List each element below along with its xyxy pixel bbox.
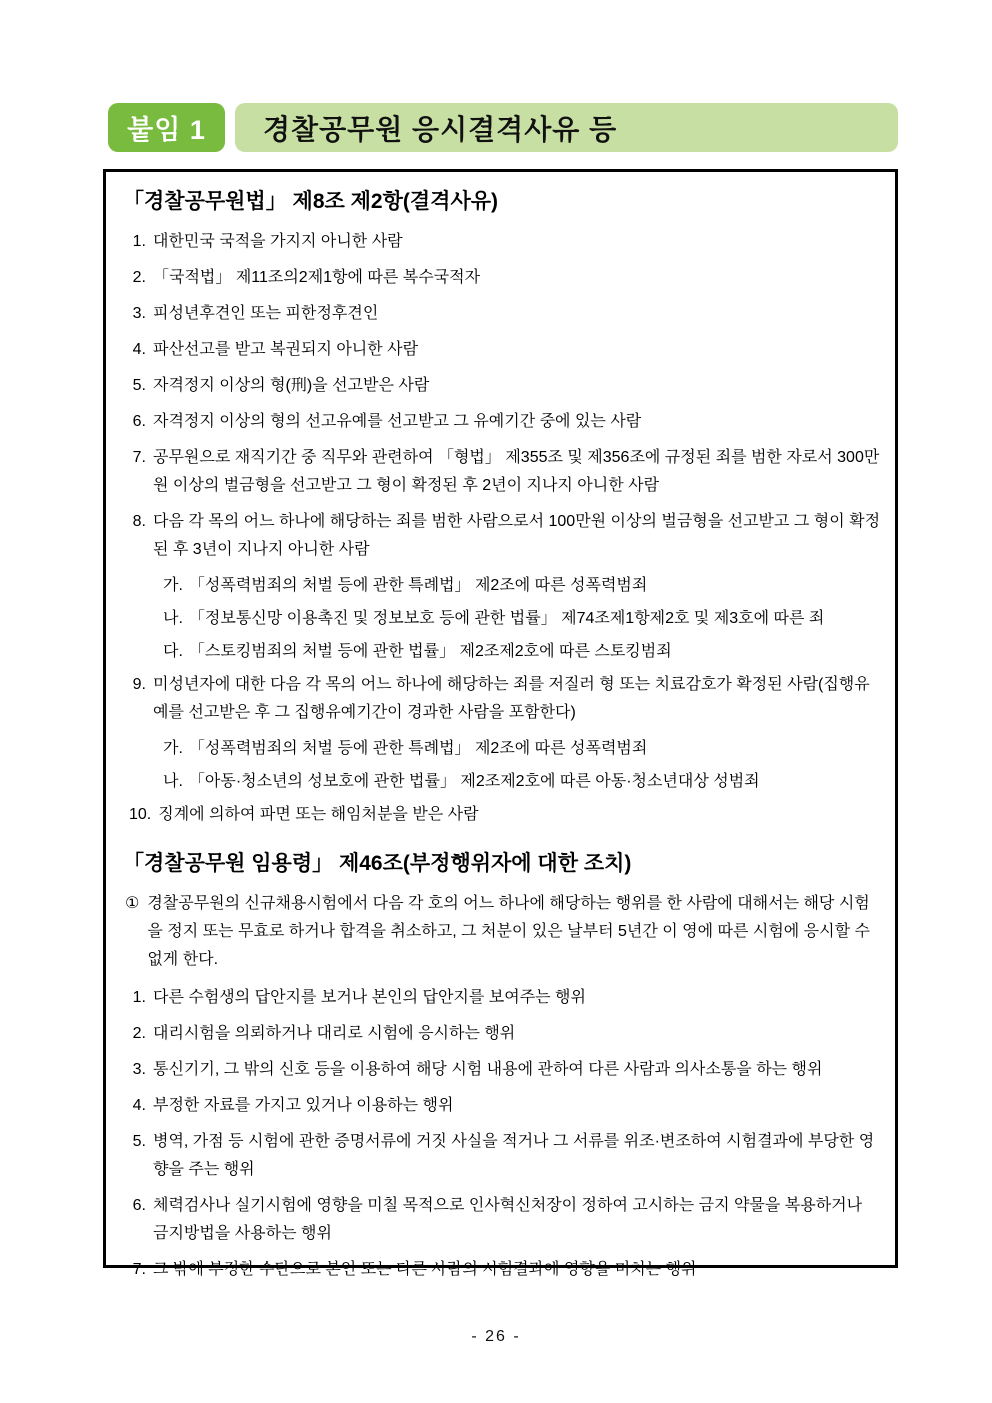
list-item <box>129 1192 881 1248</box>
list-item <box>129 508 881 564</box>
item-text: 부정한 자료를 가지고 있거나 이용하는 행위 <box>153 1097 454 1114</box>
item-number: 10. <box>129 806 152 823</box>
subitem-text: 「정보통신망 이용촉진 및 정보보호 등에 관한 법률」 제74조제1항제2호 및 제3호에 따른 죄 <box>188 610 825 627</box>
sub-list-item <box>163 638 881 665</box>
subitem-number: 나. <box>163 610 183 627</box>
item-number: 3. <box>132 1061 146 1078</box>
content-box <box>103 169 898 1278</box>
subitem-number: 가. <box>163 577 183 594</box>
subitem-text: 「성폭력범죄의 처벌 등에 관한 특례법」 제2조에 따른 성폭력범죄 <box>188 577 648 594</box>
list-item <box>129 336 881 364</box>
sub-list-item <box>163 572 881 599</box>
page-number: - 26 - <box>471 1328 521 1345</box>
item-number: 5. <box>132 377 146 394</box>
item-text: 다음 각 목의 어느 하나에 해당하는 죄를 범한 사람으로서 100만원 이상의 벌금형을 선고받고 그 형이 확정된 후 3년이 지나지 아니한 사람 <box>153 513 881 558</box>
item-text: 다른 수험생의 답안지를 보거나 본인의 답안지를 보여주는 행위 <box>153 989 586 1006</box>
subitem-number: 가. <box>163 740 183 757</box>
item-text: 대한민국 국적을 가지지 아니한 사람 <box>153 233 403 250</box>
list-item <box>129 1128 881 1184</box>
subitem-text: 「아동·청소년의 성보호에 관한 법률」 제2조제2호에 따른 아동·청소년대상 성범죄 <box>188 773 760 790</box>
list-item <box>129 408 881 436</box>
list-item <box>129 984 881 1012</box>
item-text: 자격정지 이상의 형(刑)을 선고받은 사람 <box>153 377 430 394</box>
item-number: 8. <box>132 513 146 530</box>
subitem-text: 「성폭력범죄의 처벌 등에 관한 특례법」 제2조에 따른 성폭력범죄 <box>188 740 648 757</box>
list-item <box>129 1020 881 1048</box>
sub-list-item <box>163 605 881 632</box>
item-number: 6. <box>132 413 146 430</box>
item-text: 병역, 가점 등 시험에 관한 증명서류에 거짓 사실을 적거나 그 서류를 위조·변조하여 시험결과에 부당한 영향을 주는 행위 <box>153 1133 875 1178</box>
item-number: 4. <box>132 1097 146 1114</box>
section2-heading: 「경찰공무원 임용령」 제46조(부정행위자에 대한 조치) <box>123 852 632 875</box>
item-text: 피성년후견인 또는 피한정후견인 <box>153 305 379 322</box>
list-item <box>129 372 881 400</box>
item-number: 7. <box>132 1261 146 1278</box>
item-number: 2. <box>132 269 146 286</box>
intro-text: 경찰공무원의 신규채용시험에서 다음 각 호의 어느 하나에 해당하는 행위를 한 사람에 대해서는 해당 시험을 정지 또는 무효로 하거나 합격을 취소하고, 그 처분이 있은 날부터 5년간 이 영에 따른 시험에 응시할 수 없게 한다. <box>147 895 870 968</box>
item-text: 공무원으로 재직기간 중 직무와 관련하여 「형법」 제355조 및 제356조에 규정된 죄를 범한 자로서 300만원 이상의 벌금형을 선고받고 그 형이 확정된 후 2년이 지나지 아니한 사람 <box>153 449 880 494</box>
item-number: 1. <box>132 233 146 250</box>
intro-number: ① <box>125 895 140 912</box>
item-text: 자격정지 이상의 형의 선고유예를 선고받고 그 유예기간 중에 있는 사람 <box>153 413 642 430</box>
sub-list-item <box>163 735 881 762</box>
attachment-badge: 붙임 1 <box>108 103 225 152</box>
list-item <box>129 300 881 328</box>
item-text: 미성년자에 대한 다음 각 목의 어느 하나에 해당하는 죄를 저질러 형 또는 치료감호가 확정된 사람(집행유예를 선고받은 후 그 집행유예기간이 경과한 사람을 포함한다) <box>153 676 870 721</box>
subitem-text: 「스토킹범죄의 처벌 등에 관한 법률」 제2조제2호에 따른 스토킹범죄 <box>188 643 672 660</box>
item-number: 4. <box>132 341 146 358</box>
item-text: 파산선고를 받고 복권되지 아니한 사람 <box>153 341 419 358</box>
list-item <box>129 801 881 829</box>
sub-list-item <box>163 768 881 795</box>
item-number: 3. <box>132 305 146 322</box>
list-item <box>129 671 881 727</box>
item-text: 징계에 의하여 파면 또는 해임처분을 받은 사람 <box>158 806 479 823</box>
section2-intro <box>125 890 881 974</box>
item-number: 5. <box>132 1133 146 1150</box>
item-number: 6. <box>132 1197 146 1214</box>
page-title: 경찰공무원 응시결격사유 등 <box>235 103 898 152</box>
item-text: 「국적법」 제11조의2제1항에 따른 복수국적자 <box>153 269 481 286</box>
list-item <box>129 228 881 256</box>
list-item <box>129 1092 881 1120</box>
item-text: 대리시험을 의뢰하거나 대리로 시험에 응시하는 행위 <box>153 1025 516 1042</box>
item-text: 통신기기, 그 밖의 신호 등을 이용하여 해당 시험 내용에 관하여 다른 사람과 의사소통을 하는 행위 <box>153 1061 823 1078</box>
item-text: 그 밖에 부정한 수단으로 본인 또는 다른 사람의 시험결과에 영향을 미치는 행위 <box>153 1261 697 1278</box>
item-number: 9. <box>132 676 146 693</box>
item-number: 1. <box>132 989 146 1006</box>
list-item <box>129 264 881 292</box>
list-item <box>129 1256 881 1284</box>
subitem-number: 나. <box>163 773 183 790</box>
list-item <box>129 444 881 500</box>
section1-heading: 「경찰공무원법」 제8조 제2항(결격사유) <box>123 190 499 213</box>
list-item <box>129 1056 881 1084</box>
subitem-number: 다. <box>163 643 183 660</box>
item-number: 2. <box>132 1025 146 1042</box>
item-number: 7. <box>132 449 146 466</box>
item-text: 체력검사나 실기시험에 영향을 미칠 목적으로 인사혁신처장이 정하여 고시하는 금지 약물을 복용하거나 금지방법을 사용하는 행위 <box>153 1197 863 1242</box>
